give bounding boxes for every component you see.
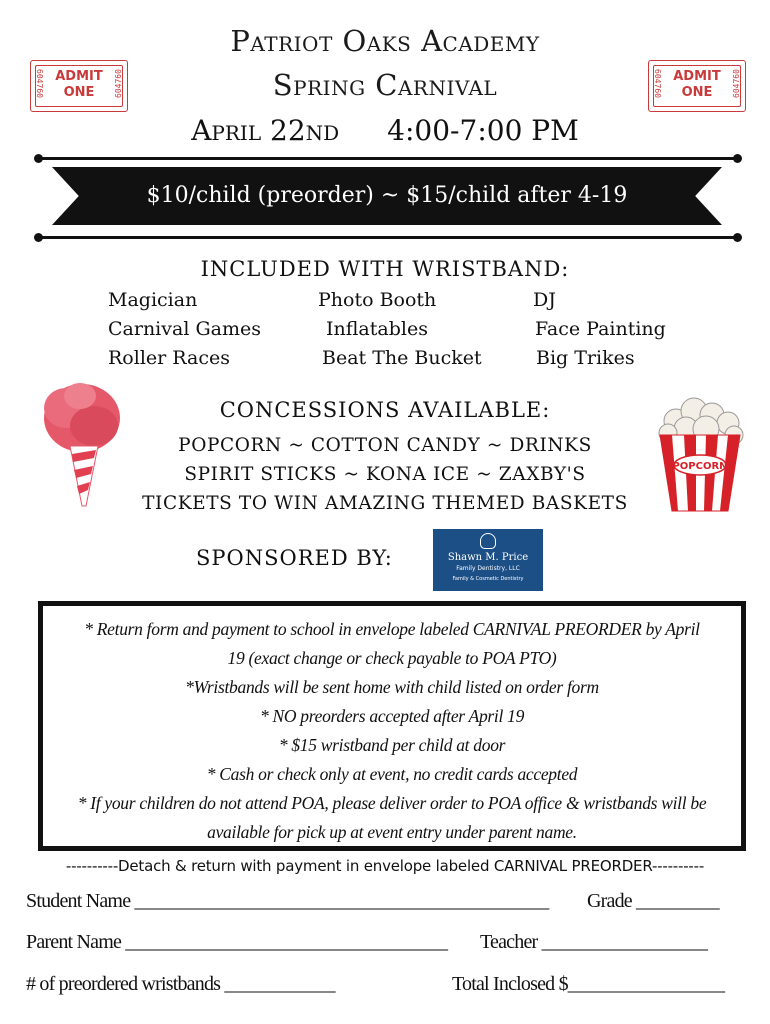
wristbands-count-field[interactable]: # of preordered wristbands ____________	[26, 973, 335, 995]
wristband-item: Face Painting	[535, 318, 666, 340]
event-time: 4:00-7:00 PM	[387, 114, 579, 147]
detach-line: ----------Detach & return with payment in envelope labeled CARNIVAL PREORDER----------	[65, 857, 705, 875]
wristband-item: Beat The Bucket	[322, 347, 482, 369]
rule-dot	[34, 154, 43, 163]
sponsor-label: SPONSORED BY:	[196, 546, 393, 570]
admit-ticket-left-icon: 604760 604760 ADMIT ONE	[30, 60, 128, 112]
popcorn-label: POPCORN	[672, 461, 728, 472]
wristband-item: Carnival Games	[108, 318, 261, 340]
concessions-line: TICKETS TO WIN AMAZING THEMED BASKETS	[142, 493, 628, 514]
popcorn-icon	[650, 395, 750, 513]
sponsor-sub: Family & Cosmetic Dentistry	[452, 576, 524, 582]
wristband-item: DJ	[533, 289, 556, 311]
wristband-heading: INCLUDED WITH WRISTBAND:	[200, 257, 570, 281]
title-event: Spring Carnival	[272, 68, 498, 102]
event-date: April 22nd	[191, 114, 340, 147]
rule-dot	[733, 154, 742, 163]
instruction-line: available for pick up at event entry under parent name.	[207, 822, 577, 842]
top-rule	[38, 157, 738, 160]
instruction-line: * NO preorders accepted after April 19	[259, 706, 525, 726]
instruction-line: *Wristbands will be sent home with child listed on order form	[185, 677, 599, 697]
rule-dot	[733, 233, 742, 242]
admit-ticket-right-icon: 604760 604760 ADMIT ONE	[648, 60, 746, 112]
wristband-item: Roller Races	[108, 347, 230, 369]
title-school: Patriot Oaks Academy	[230, 24, 540, 58]
sponsor-logo	[433, 529, 543, 591]
teacher-field[interactable]: Teacher __________________	[480, 931, 708, 953]
tooth-icon	[480, 533, 496, 549]
student-name-field[interactable]: Student Name _____________________________________________	[26, 890, 549, 912]
date-time-line	[0, 114, 770, 147]
concessions-heading: CONCESSIONS AVAILABLE:	[219, 398, 551, 422]
price-banner: $10/child (preorder) ~ $15/child after 4-19	[146, 183, 628, 208]
wristband-item: Inflatables	[326, 318, 428, 340]
wristband-item: Big Trikes	[536, 347, 635, 369]
sponsor-name: Shawn M. Price	[447, 552, 529, 563]
parent-name-field[interactable]: Parent Name ___________________________________	[26, 931, 448, 953]
concessions-line: SPIRIT STICKS ~ KONA ICE ~ ZAXBY'S	[184, 464, 586, 485]
concessions-line: POPCORN ~ COTTON CANDY ~ DRINKS	[178, 435, 592, 456]
instruction-line: * If your children do not attend POA, please deliver order to POA office & wristbands will be	[77, 793, 707, 813]
rule-dot	[34, 233, 43, 242]
grade-field[interactable]: Grade _________	[587, 890, 719, 912]
sponsor-sub: Family Dentistry, LLC	[456, 565, 520, 572]
wristband-item: Photo Booth	[318, 289, 437, 311]
wristband-item: Magician	[108, 289, 198, 311]
instruction-line: * Return form and payment to school in envelope labeled CARNIVAL PREORDER by April	[84, 619, 700, 639]
bottom-rule	[38, 236, 738, 239]
instruction-line: * Cash or check only at event, no credit cards accepted	[206, 764, 578, 784]
total-enclosed-field[interactable]: Total Inclosed $_________________	[452, 973, 725, 995]
instruction-line: * $15 wristband per child at door	[278, 735, 506, 755]
instruction-line: 19 (exact change or check payable to POA PTO)	[227, 648, 557, 668]
